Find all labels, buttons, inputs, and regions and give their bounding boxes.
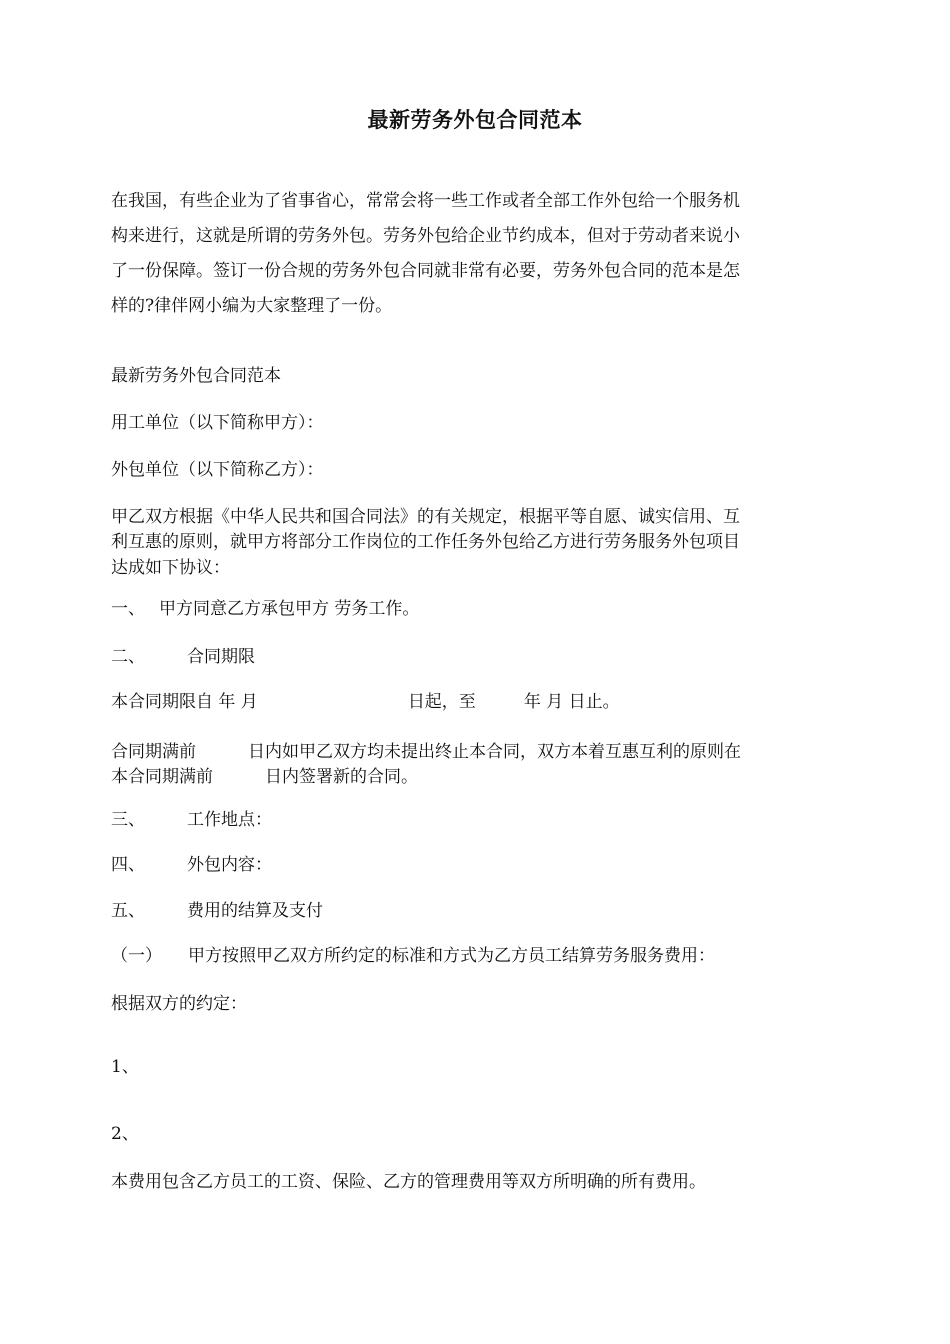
section-1-text: 甲方同意乙方承包甲方 劳务工作。 [159, 599, 420, 619]
contract-subtitle: 最新劳务外包合同范本 [111, 366, 281, 386]
section-5-1-text: 甲方按照甲乙双方所约定的标准和方式为乙方员工结算劳务服务费用： [188, 946, 715, 966]
renewal-1-start: 合同期满前 [111, 742, 196, 762]
section-2-text: 合同期限 [187, 647, 255, 667]
renewal-2-start: 本合同期满前 [111, 767, 213, 787]
term-start: 本合同期限自 年 月 [111, 692, 258, 712]
section-5-text: 费用的结算及支付 [187, 901, 323, 921]
party-a-line: 用工单位（以下简称甲方）： [111, 413, 324, 433]
renewal-line-2 [111, 765, 418, 789]
section-4 [111, 853, 272, 877]
section-5 [111, 899, 323, 923]
term-end: 年 月 日止。 [523, 692, 620, 712]
renewal-line-1 [111, 740, 741, 764]
agreement-line: 根据双方的约定： [111, 994, 247, 1014]
section-5-1 [111, 944, 715, 968]
term-mid: 日起，至 [407, 692, 476, 712]
preamble-line-3: 达成如下协议： [111, 558, 230, 578]
section-4-number: 四、 [111, 855, 145, 875]
fee-note: 本费用包含乙方员工的工资、保险、乙方的管理费用等双方所明确的所有费用。 [111, 1172, 706, 1192]
document-title: 最新劳务外包合同范本 [367, 108, 583, 132]
section-2-number: 二、 [111, 647, 145, 667]
intro-line-2: 构来进行，这就是所谓的劳务外包。劳务外包给企业节约成本，但对于劳动者来说小 [111, 226, 740, 246]
list-item-2: 2、 [111, 1124, 139, 1144]
section-3-text: 工作地点： [187, 810, 272, 830]
intro-line-1: 在我国，有些企业为了省事省心，常常会将一些工作或者全部工作外包给一个服务机 [111, 191, 740, 211]
section-2 [111, 645, 255, 669]
preamble-line-2: 利互惠的原则，就甲方将部分工作岗位的工作任务外包给乙方进行劳务服务外包项目 [111, 532, 740, 552]
intro-line-3: 了一份保障。签订一份合规的劳务外包合同就非常有必要，劳务外包合同的范本是怎 [111, 261, 740, 281]
section-3 [111, 808, 272, 832]
section-1-number: 一、 [111, 599, 145, 619]
section-4-text: 外包内容： [187, 855, 272, 875]
preamble-line-1: 甲乙双方根据《中华人民共和国合同法》的有关规定，根据平等自愿、诚实信用、互 [111, 507, 740, 527]
section-5-number: 五、 [111, 901, 145, 921]
party-b-line: 外包单位（以下简称乙方）： [111, 460, 324, 480]
list-item-1: 1、 [111, 1057, 139, 1077]
section-5-1-number: （一） [111, 946, 162, 966]
section-3-number: 三、 [111, 810, 145, 830]
intro-line-4: 样的?律伴网小编为大家整理了一份。 [111, 296, 393, 316]
renewal-1-rest: 日内如甲乙双方均未提出终止本合同，双方本着互惠互利的原则在 [248, 742, 741, 762]
renewal-2-rest: 日内签署新的合同。 [265, 767, 418, 787]
section-1 [111, 597, 419, 621]
term-line [111, 690, 620, 714]
